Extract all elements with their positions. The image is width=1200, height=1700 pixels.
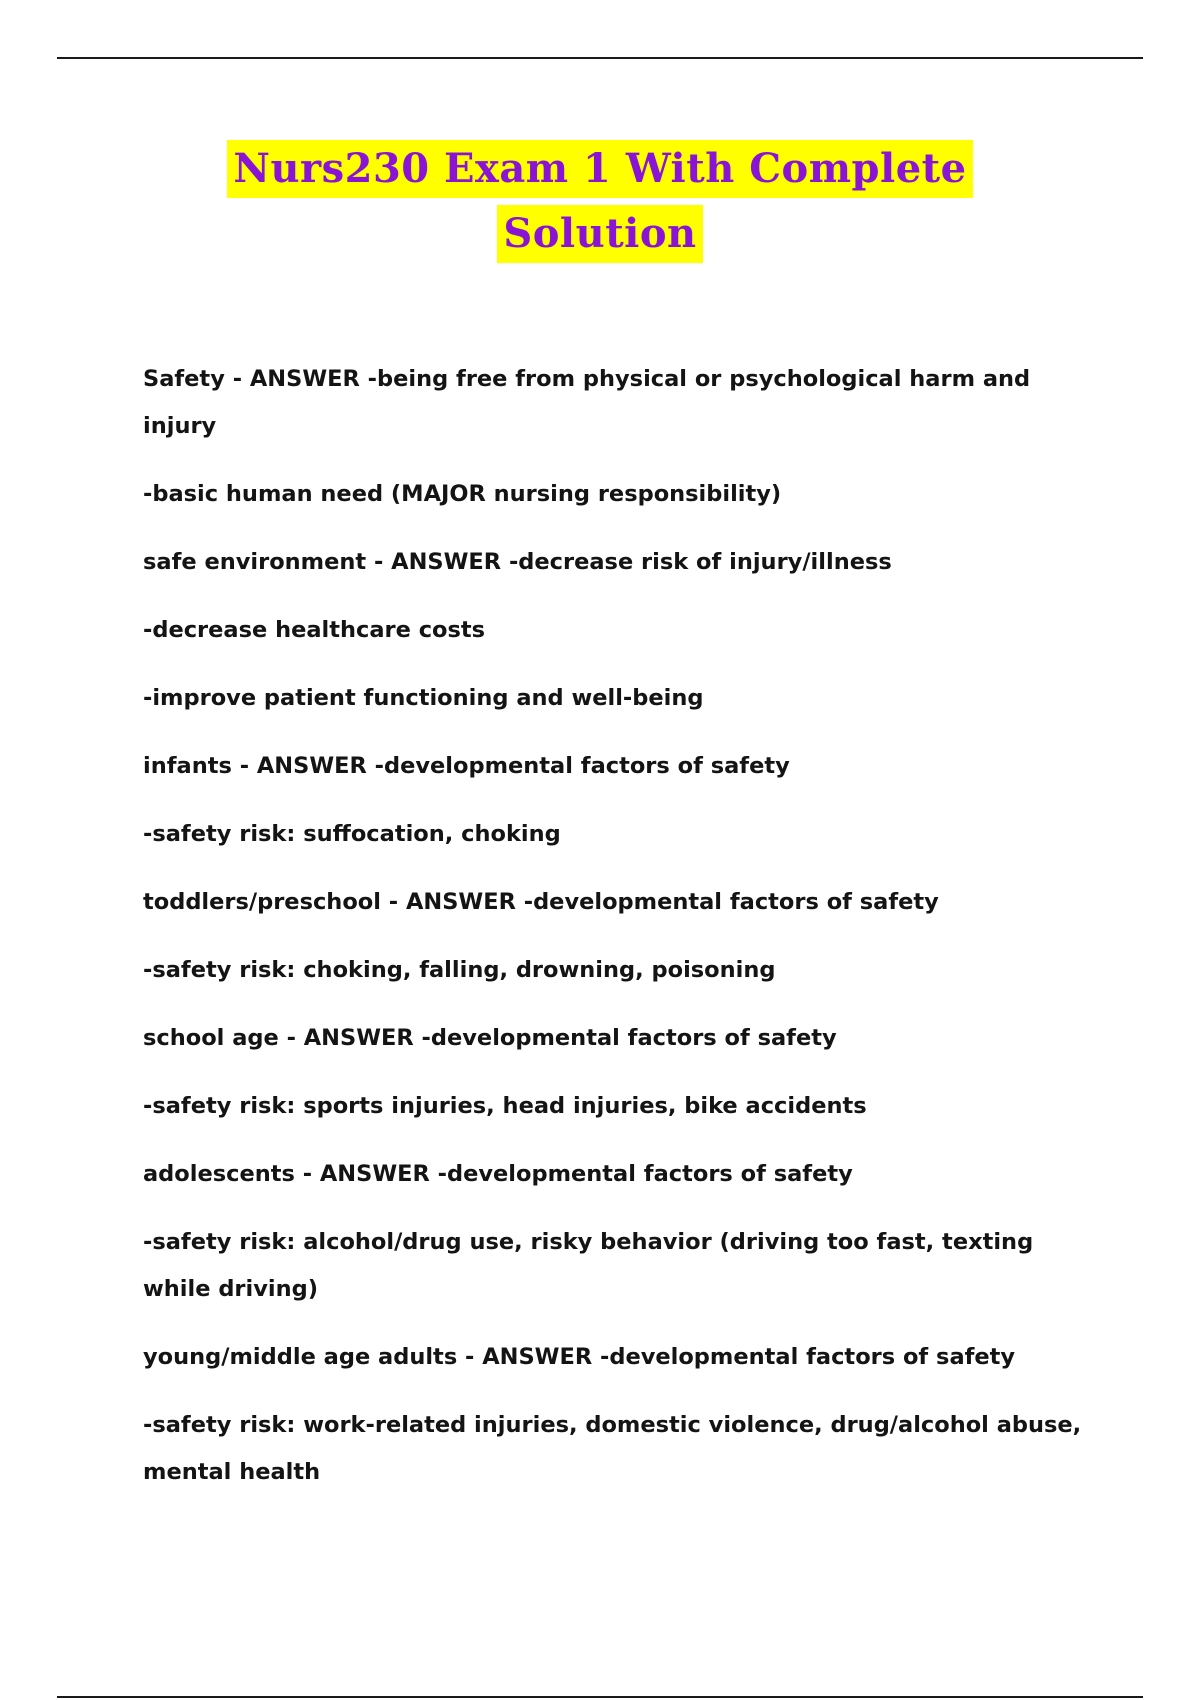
- paragraph-line: -improve patient functioning and well-being: [143, 685, 704, 711]
- document-body: [143, 356, 1103, 1517]
- paragraph-line: school age - ANSWER -developmental factors of safety: [143, 1025, 837, 1051]
- paragraph-line: -safety risk: work-related injuries, domestic violence, drug/alcohol abuse, mental health: [143, 1412, 1082, 1485]
- paragraph-line: -safety risk: suffocation, choking: [143, 821, 561, 847]
- paragraph-line: -basic human need (MAJOR nursing responsibility): [143, 481, 782, 507]
- document-title: [0, 140, 1200, 270]
- paragraph-line: safe environment - ANSWER -decrease risk of injury/illness: [143, 549, 892, 575]
- paragraph-line: -safety risk: sports injuries, head injuries, bike accidents: [143, 1093, 867, 1119]
- paragraph-line: -decrease healthcare costs: [143, 617, 486, 643]
- paragraph-line: toddlers/preschool - ANSWER -developmental factors of safety: [143, 889, 939, 915]
- paragraph-line: adolescents - ANSWER -developmental factors of safety: [143, 1161, 853, 1187]
- paragraph-line: -safety risk: alcohol/drug use, risky behavior (driving too fast, texting while driving): [143, 1229, 1034, 1302]
- top-rule: [57, 57, 1143, 59]
- title-line-2: Solution: [497, 205, 702, 263]
- paragraph-line: -safety risk: choking, falling, drowning, poisoning: [143, 957, 776, 983]
- title-line-1: Nurs230 Exam 1 With Complete: [227, 140, 972, 198]
- paragraph-line: young/middle age adults - ANSWER -developmental factors of safety: [143, 1344, 1016, 1370]
- paragraph-line: Safety - ANSWER -being free from physical or psychological harm and injury: [143, 366, 1031, 439]
- bottom-rule: [57, 1696, 1143, 1698]
- paragraph-line: infants - ANSWER -developmental factors of safety: [143, 753, 790, 779]
